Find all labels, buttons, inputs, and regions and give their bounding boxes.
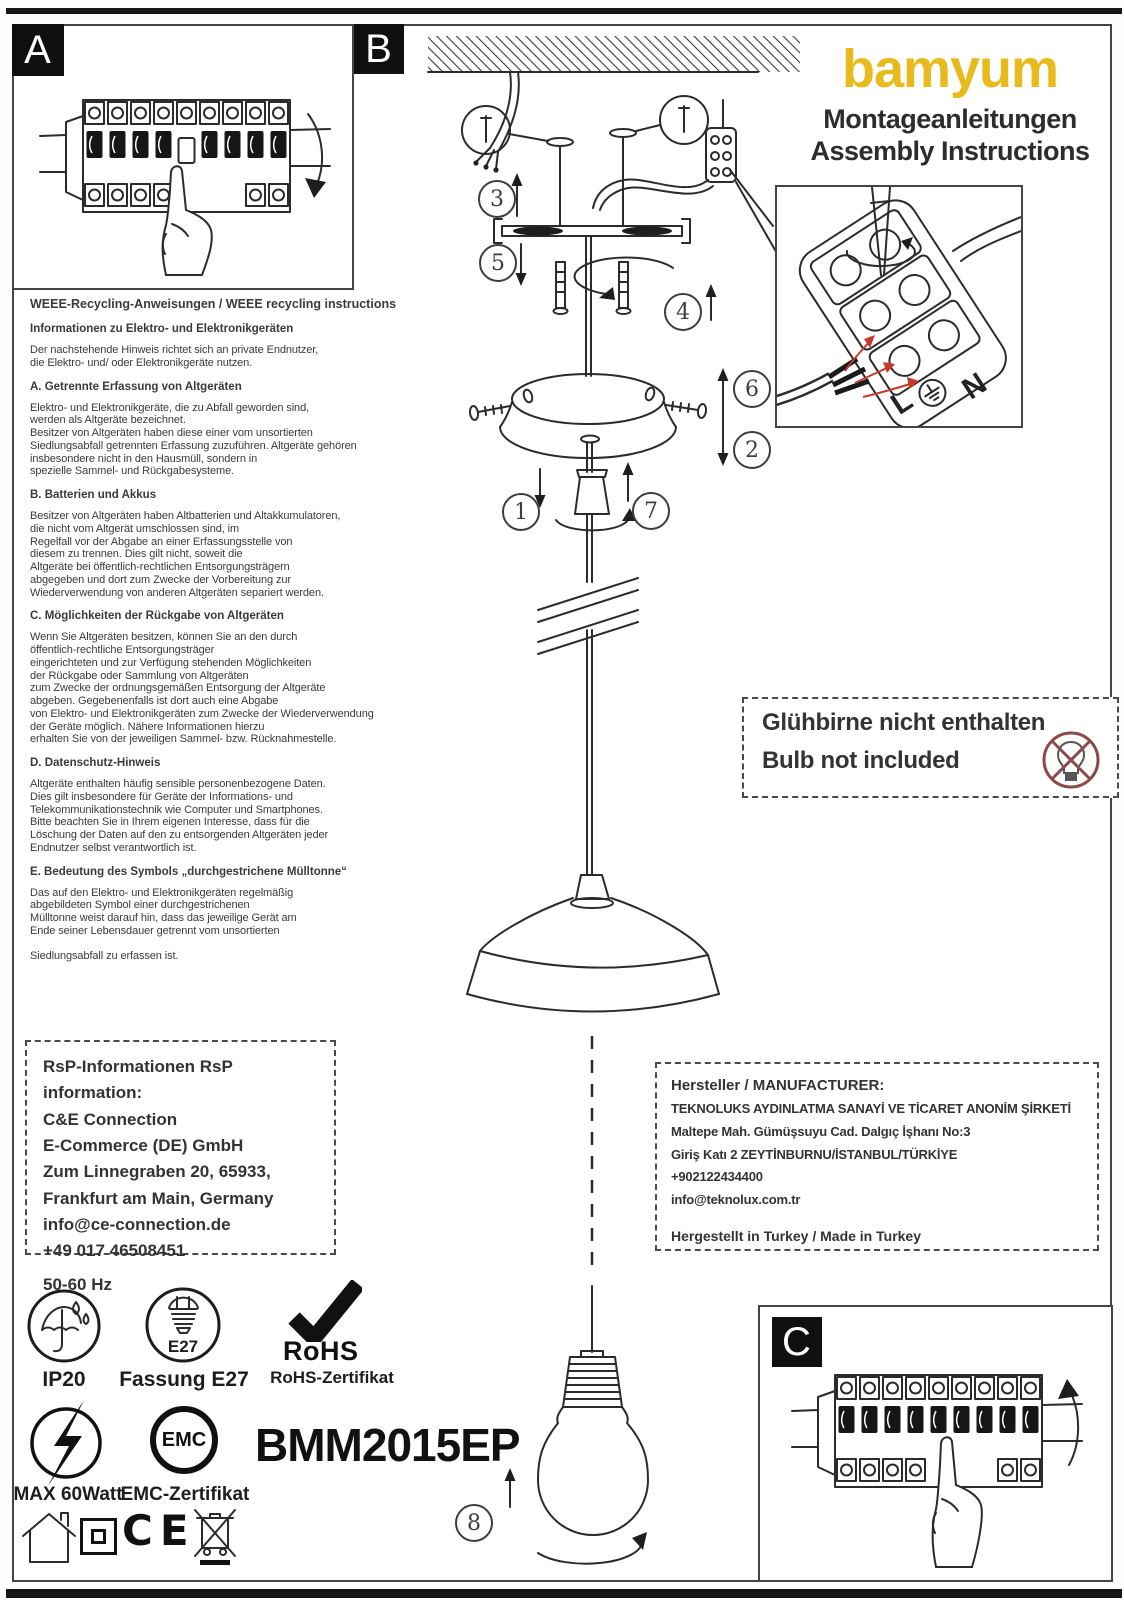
ip20-icon (26, 1288, 102, 1364)
step-4-badge: 4 (664, 293, 702, 331)
bulb-note-en: Bulb not included (762, 747, 960, 774)
weee-paragraph: Elektro- und Elektronikgeräte, die zu Abfall geworden sind, werden als Altgeräte bezeichnet. Besitzer von Altgeräten haben diese einer vom unsortierten Siedlungsabfall getrennten Erfassung zuzuführen. Altgeräte gehören insbesondere nicht in den Hausmüll, sondern in spezielle Sammel- und Rückgabesysteme. (30, 401, 357, 478)
terminal-neutral-label: N (956, 366, 993, 407)
terminal-live-label: L (885, 383, 919, 422)
manufacturer-line: Maltepe Mah. Gümüşsuyu Cad. Dalgıç İşhanı No:3 (671, 1123, 971, 1139)
bulb-not-included-note (742, 697, 1119, 798)
step-7-badge: 7 (632, 492, 670, 530)
rsp-line: E-Commerce (DE) GmbH (43, 1136, 244, 1156)
rohs-cert-label: RoHS-Zertifikat (270, 1368, 394, 1387)
light-bulb (538, 1351, 648, 1535)
screw-detail-right (660, 96, 708, 144)
manufacturer-line: Hersteller / MANUFACTURER: (671, 1077, 885, 1094)
bottom-border-bar (6, 1589, 1122, 1598)
breaker-off-illustration (38, 72, 338, 277)
weee-heading: C. Möglichkeiten der Rückgabe von Altgeräten (30, 610, 284, 623)
emc-icon (150, 1406, 218, 1474)
rsp-line: Frankfurt am Main, Germany (43, 1188, 274, 1208)
step-3-badge: 3 (478, 180, 516, 218)
rsp-line: 50-60 Hz (43, 1274, 112, 1294)
panel-c-letter: C (782, 1319, 812, 1364)
expansion-screw-right (617, 262, 631, 314)
wiring-detail-box (775, 185, 1023, 428)
manufacturer-box (655, 1062, 1099, 1251)
title-german: Montageanleitungen (823, 104, 1077, 134)
weee-paragraph: Das auf den Elektro- und Elektronikgeräten regelmäßig abgebildeten Symbol einer durchgestrichenen Mülltonne weist darauf hin, dass das jeweilige Gerät am Ende seiner Lebensdauer getrennt vom unsortierten (30, 886, 297, 937)
weee-title: WEEE-Recycling-Anweisungen / WEEE recycling instructions (30, 297, 397, 311)
panel-a-letter: A (24, 27, 52, 72)
weee-paragraph: Besitzer von Altgeräten haben Altbatterien und Altakkumulatoren, die nicht vom Altgerät umschlossen sind, im Regelfall vor der Abgabe an einer Erfassungsstelle von diesem zu trennen. Dies gilt nicht, soweit die Altgeräte bei öffentlich-rechtlichen Entsorgungsträgern abgegeben und dort zum Zwecke der Vorbereitung zur Wiederverwendung von anderen Altgeräten separiert werden. (30, 510, 341, 599)
house-icon (18, 1508, 80, 1568)
weee-footer: Siedlungsabfall zu erfassen ist. (30, 949, 179, 962)
supply-wires (777, 359, 869, 401)
step-5-badge: 5 (479, 244, 517, 282)
rsp-line: RsP-Informationen RsP information: (43, 1057, 233, 1103)
bulb-note-de: Glühbirne nicht enthalten (762, 709, 1046, 736)
breaker-on-illustration (790, 1347, 1090, 1572)
cord-grip (556, 470, 636, 530)
terminal-block-small (706, 100, 736, 182)
weee-heading: Informationen zu Elektro- und Elektronikgeräten (30, 323, 294, 335)
emc-text: EMC (161, 1428, 207, 1451)
lamp-shade (467, 875, 719, 1012)
manufacturer-line: info@teknolux.com.tr (671, 1192, 801, 1207)
rotate-arrow (575, 258, 673, 294)
title-english: Assembly Instructions (810, 136, 1090, 166)
panel-c (758, 1305, 1113, 1582)
made-in-line: Hergestellt in Turkey / Made in Turkey (671, 1227, 921, 1244)
wiring-detail-illustration (777, 187, 1021, 426)
rsp-line: +49 017 46508451 (43, 1241, 186, 1261)
rohs-word: RoHS (283, 1336, 359, 1366)
canopy-screw-left (469, 405, 510, 420)
ce-mark: CE (122, 1506, 196, 1555)
weee-text-block (30, 297, 432, 962)
ip20-label: IP20 (42, 1368, 86, 1391)
manufacturer-line: Giriş Katı 2 ZEYTİNBURNU/İSTANBUL/TÜRKİYE (671, 1146, 958, 1162)
expansion-screw-left (554, 262, 568, 314)
rsp-line: C&E Connection (43, 1109, 178, 1129)
weee-paragraph: Altgeräte enthalten häufig sensible personenbezogene Daten. Dies gilt insbesondere für Geräte der Informations- und Telekommunikationstechnik wie Computer und Smartphones. Bitte beachten Sie in Ihrem eigenen Interesse, dass für die Löschung der Daten auf den zu entsorgenden Altgeräten jeder Endnutzer selbst verantwortlich ist. (30, 778, 329, 854)
step-8-badge: 8 (455, 1504, 493, 1542)
model-number: BMM2015EP (255, 1419, 520, 1471)
ceiling-hatch (428, 36, 800, 72)
step-1-badge: 1 (502, 493, 540, 531)
assembly-diagram (410, 30, 800, 1585)
rsp-line: Zum Linnegraben 20, 65933, (43, 1162, 271, 1182)
weee-bin-icon (192, 1504, 238, 1568)
manufacturer-line: +902122434400 (671, 1169, 763, 1185)
weee-paragraph: Wenn Sie Altgeräten besitzen, können Sie an den durch öffentlich-rechtliche Entsorgungsträger eingerichteten und zur Verfügung stehenden Möglichkeiten der Rückgabe oder Sammlung von Altgeräten zum Zwecke der ordnungsgemäßen Entsorgung der Altgeräte abgeben. Gegebenenfalls ist dort auch eine Abgabe von Elektro- und Elektronikgeräten zum Zwecke der Wiederverwendung der Geräte möglich. Nähere Informationen hierzu erhalten Sie von der jeweiligen Sammel- bzw. Rücknahmestelle. (30, 631, 374, 746)
class-ii-icon (80, 1518, 117, 1555)
rsp-line: info@ce-connection.de (43, 1215, 231, 1235)
weee-heading: B. Batterien und Akkus (30, 489, 157, 501)
brand-logo: bamyum (841, 39, 1059, 99)
top-border-bar (6, 8, 1122, 14)
no-bulb-icon (1040, 729, 1102, 791)
rohs-check-icon (286, 1280, 362, 1342)
weee-heading: E. Bedeutung des Symbols „durchgestrichene Mülltonne“ (30, 865, 347, 878)
step-6-badge: 6 (733, 370, 771, 408)
panel-a-label (12, 24, 64, 76)
rsp-info-box (25, 1040, 336, 1294)
panel-a (12, 24, 354, 290)
e27-size-label: E27 (167, 1337, 199, 1356)
max-watt-icon (24, 1396, 108, 1486)
socket-label: Fassung E27 (119, 1368, 249, 1391)
max-watt-label: MAX 60Watt (13, 1484, 123, 1505)
weee-heading: D. Datenschutz-Hinweis (30, 757, 161, 769)
e27-socket-icon (144, 1286, 222, 1364)
weee-heading: A. Getrennte Erfassung von Altgeräten (30, 380, 242, 393)
weee-paragraph: Der nachstehende Hinweis richtet sich an private Endnutzer, die Elektro- und/ oder Elektronikgeräte nutzen. (30, 344, 319, 369)
canopy-screw-right (666, 402, 707, 418)
emc-cert-label: EMC-Zertifikat (120, 1484, 250, 1505)
panel-b-label (354, 24, 404, 74)
panel-b-letter: B (365, 26, 393, 71)
bulb-rotate-arrow (538, 1542, 642, 1564)
screw-detail-left (462, 106, 548, 154)
manufacturer-line: TEKNOLUKS AYDINLATMA SANAYİ VE TİCARET ANONİM ŞİRKETİ (671, 1101, 1071, 1116)
step-2-badge: 2 (733, 431, 771, 469)
